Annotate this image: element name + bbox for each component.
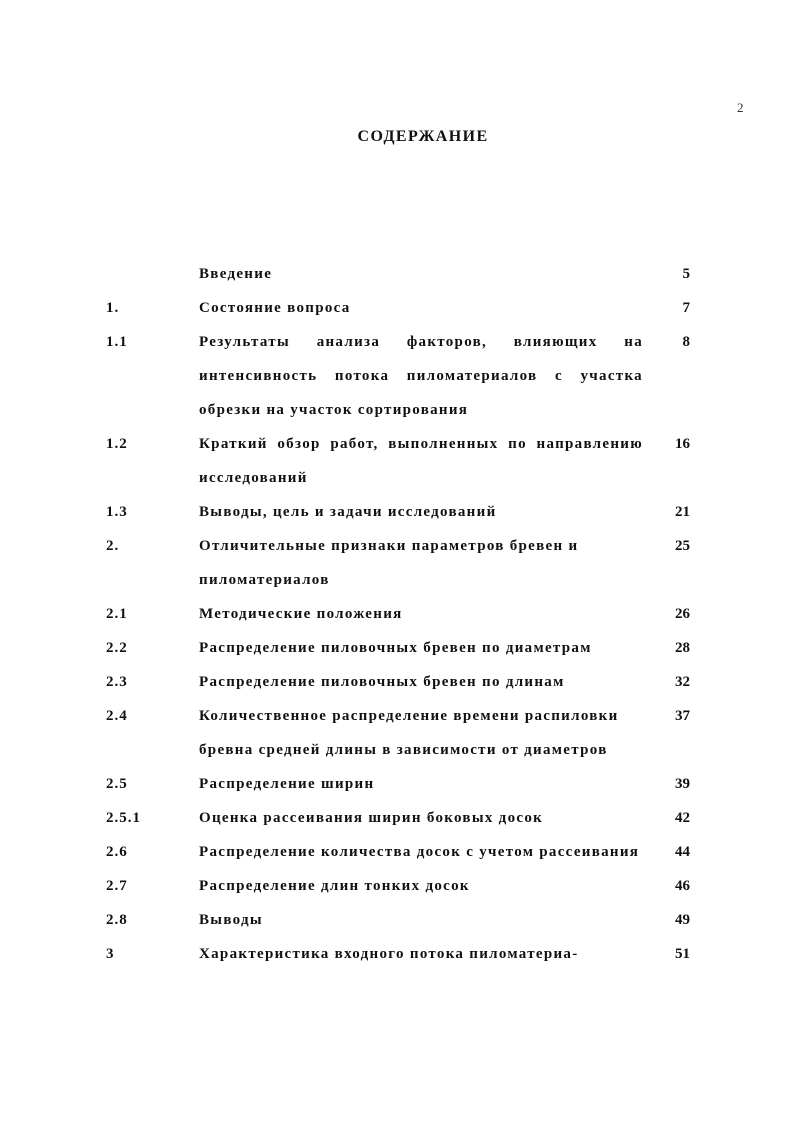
toc-entry-1-2 <box>106 427 690 495</box>
page-title: СОДЕРЖАНИЕ <box>357 128 489 145</box>
toc-entry-number: 1.1 <box>106 334 128 350</box>
toc-entry-title: Состояние вопроса <box>199 300 351 316</box>
toc-entry-title: Оценка рассеивания ширин боковых досок <box>199 810 544 826</box>
toc-entry-page: 28 <box>675 640 690 656</box>
toc-entry-page: 46 <box>675 878 690 894</box>
toc-entry-title: Краткий обзор работ, выполненных по направлению исследований <box>199 436 643 486</box>
table-of-contents <box>106 257 690 971</box>
toc-entry-page: 5 <box>682 266 690 282</box>
toc-entry-3 <box>106 937 690 971</box>
toc-entry-number: 2.3 <box>106 674 128 690</box>
toc-entry-number: 2.7 <box>106 878 128 894</box>
toc-entry-page: 51 <box>675 946 690 962</box>
toc-entry-number: 2.1 <box>106 606 128 622</box>
toc-entry-2-8 <box>106 903 690 937</box>
toc-entry-1-1 <box>106 325 690 427</box>
toc-entry-page: 39 <box>675 776 690 792</box>
toc-entry-2-4 <box>106 699 690 767</box>
toc-entry-title: Распределение пиловочных бревен по диаметрам <box>199 640 592 656</box>
toc-entry-2-7 <box>106 869 690 903</box>
toc-entry-2-2 <box>106 631 690 665</box>
toc-entry-title: Отличительные признаки параметров бревен и пиломатериалов <box>199 538 579 588</box>
toc-entry-number: 2.4 <box>106 708 128 724</box>
toc-entry-number: 2. <box>106 538 120 554</box>
toc-entry-title: Распределение количества досок с учетом рассеивания <box>199 844 640 860</box>
toc-entry-page: 25 <box>675 538 690 554</box>
toc-entry-page: 42 <box>675 810 690 826</box>
toc-entry-number <box>106 257 199 291</box>
toc-entry-page: 44 <box>675 844 690 860</box>
toc-entry-number: 1.3 <box>106 504 128 520</box>
toc-entry-number: 1. <box>106 300 120 316</box>
toc-entry-title: Количественное распределение времени распиловки бревна средней длины в зависимости от диаметров <box>199 708 619 758</box>
toc-entry-2-5 <box>106 767 690 801</box>
toc-entry-title: Выводы <box>199 912 263 928</box>
page-number: 2 <box>737 100 744 115</box>
toc-entry-title: Методические положения <box>199 606 403 622</box>
toc-entry-2-6 <box>106 835 690 869</box>
toc-entry-title: Результаты анализа факторов, влияющих на интенсивность потока пиломатериалов с участка обрезки на участок сортирования <box>199 334 643 418</box>
toc-entry-intro <box>106 257 690 291</box>
toc-entry-number: 3 <box>106 946 115 962</box>
toc-entry-page: 7 <box>682 300 690 316</box>
toc-entry-title: Характеристика входного потока пиломатериа- <box>199 946 579 962</box>
toc-entry-title: Распределение пиловочных бревен по длинам <box>199 674 565 690</box>
toc-entry-page: 8 <box>682 334 690 350</box>
toc-entry-page: 37 <box>675 708 690 724</box>
toc-entry-2-5-1 <box>106 801 690 835</box>
toc-entry-number: 2.2 <box>106 640 128 656</box>
toc-entry-title: Распределение длин тонких досок <box>199 878 470 894</box>
toc-entry-number: 2.8 <box>106 912 128 928</box>
toc-entry-title: Выводы, цель и задачи исследований <box>199 504 497 520</box>
toc-entry-page: 26 <box>675 606 690 622</box>
toc-entry-2 <box>106 529 690 597</box>
toc-entry-1-3 <box>106 495 690 529</box>
toc-entry-number: 2.5 <box>106 776 128 792</box>
toc-entry-2-1 <box>106 597 690 631</box>
toc-entry-page: 16 <box>675 436 690 452</box>
toc-entry-page: 32 <box>675 674 690 690</box>
toc-entry-page: 21 <box>675 504 690 520</box>
toc-entry-number: 2.5.1 <box>106 810 141 826</box>
toc-entry-number: 1.2 <box>106 436 128 452</box>
toc-entry-title: Распределение ширин <box>199 776 375 792</box>
toc-entry-page: 49 <box>675 912 690 928</box>
toc-entry-title: Введение <box>199 266 273 282</box>
toc-entry-1 <box>106 291 690 325</box>
toc-entry-2-3 <box>106 665 690 699</box>
toc-entry-number: 2.6 <box>106 844 128 860</box>
